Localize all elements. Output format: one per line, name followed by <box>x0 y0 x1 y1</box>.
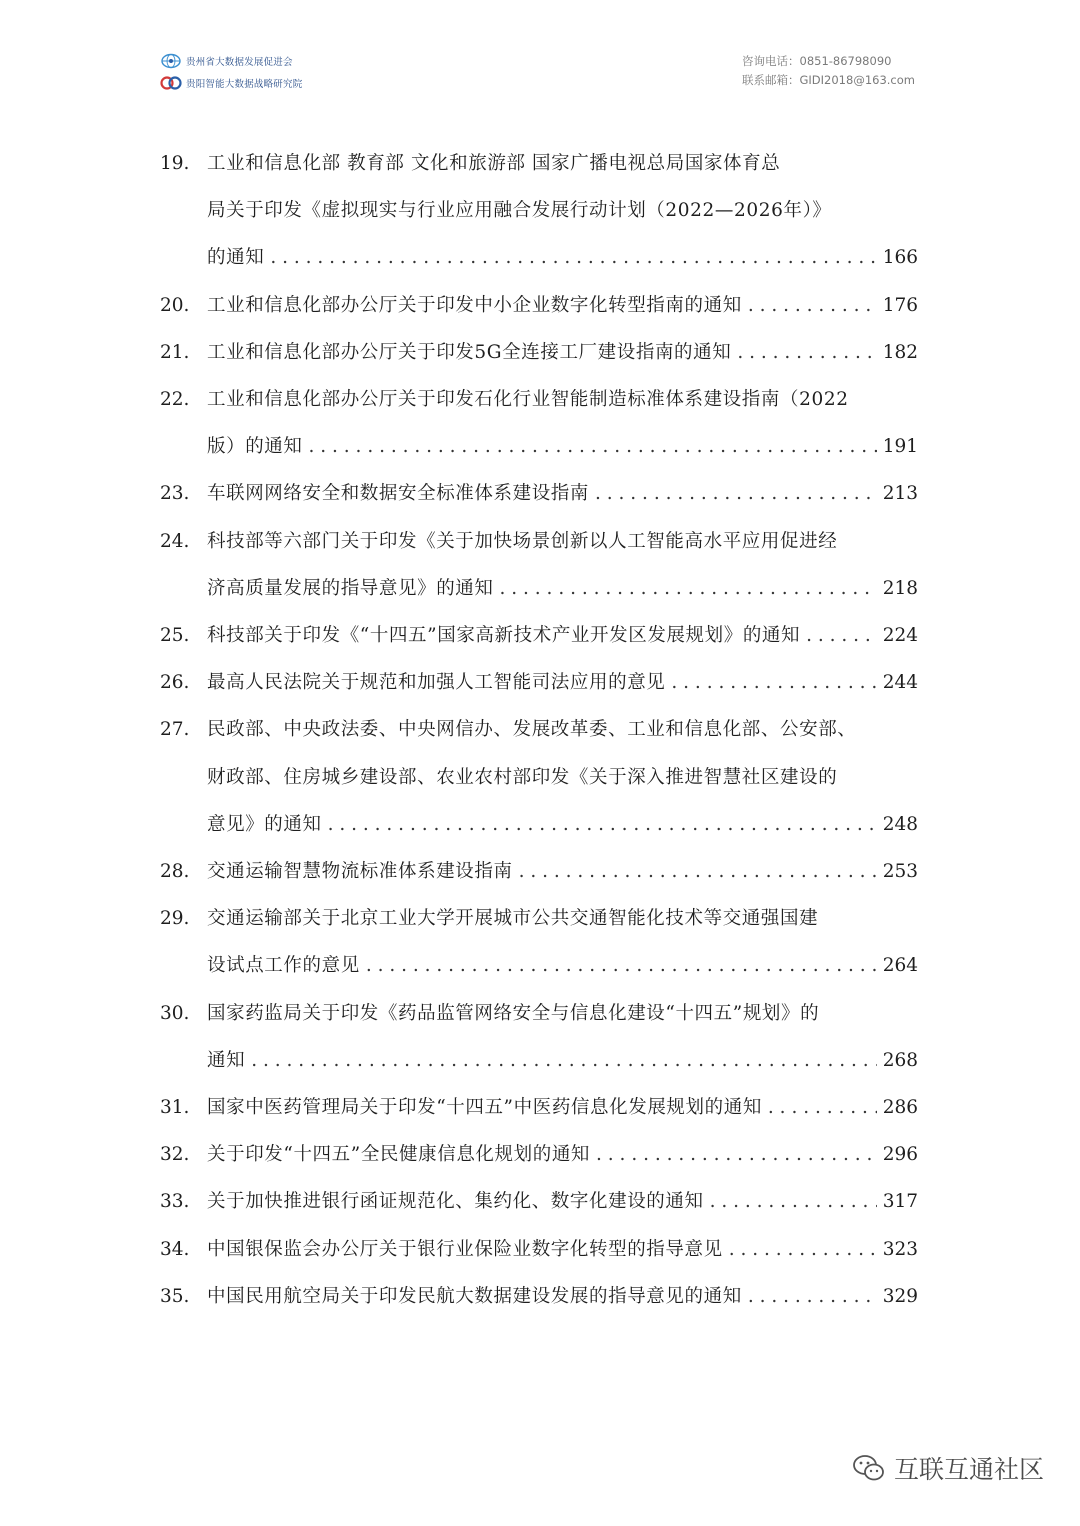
dot-leader <box>595 470 877 517</box>
dot-leader <box>519 848 877 895</box>
dot-leader <box>748 1273 877 1320</box>
toc-entry-page-number: 224 <box>882 625 918 647</box>
toc-entry[interactable] <box>160 990 918 1084</box>
toc-entry-number: 19. <box>160 153 190 174</box>
toc-entry-title: 工业和信息化部办公厅关于印发石化行业智能制造标准体系建设指南（2022 <box>207 389 849 411</box>
toc-entry-page-number: 213 <box>882 483 918 505</box>
logo-line-2: 贵阳智能大数据战略研究院 <box>186 79 303 90</box>
toc-entry-title: 中国民用航空局关于印发民航大数据建设发展的指导意见的通知 <box>207 1285 742 1307</box>
gs-logo-icon <box>160 75 182 91</box>
toc-entry-title: 关于加快推进银行函证规范化、集约化、数字化建设的通知 <box>207 1191 704 1213</box>
toc-entry-number: 29. <box>160 908 190 930</box>
toc-entry-page-number: 296 <box>882 1144 918 1166</box>
table-of-contents <box>160 140 918 1320</box>
dot-leader <box>251 1037 876 1084</box>
toc-entry-page-number: 323 <box>882 1238 918 1260</box>
toc-entry-title: 科技部等六部门关于印发《关于加快场景创新以人工智能高水平应用促进经 <box>207 530 838 552</box>
toc-entry-title: 关于印发“十四五”全民健康信息化规划的通知 <box>207 1144 591 1166</box>
toc-entry-title: 济高质量发展的指导意见》的通知 <box>207 577 494 599</box>
toc-entry-title: 工业和信息化部办公厅关于印发中小企业数字化转型指南的通知 <box>207 294 742 316</box>
toc-entry[interactable] <box>160 518 918 612</box>
toc-entry[interactable] <box>160 470 918 517</box>
toc-entry-title: 工业和信息化部 教育部 文化和旅游部 国家广播电视总局国家体育总 <box>207 153 781 174</box>
toc-entry-number: 20. <box>160 294 190 316</box>
contact-email: 联系邮箱：GIDI2018@163.com <box>742 73 915 87</box>
toc-entry[interactable] <box>160 1273 918 1320</box>
toc-entry-title: 国家中医药管理局关于印发“十四五”中医药信息化发展规划的通知 <box>207 1097 762 1119</box>
toc-entry-number: 26. <box>160 672 190 694</box>
toc-entry-number: 31. <box>160 1097 190 1119</box>
toc-entry-number: 28. <box>160 861 190 883</box>
toc-entry[interactable] <box>160 895 918 989</box>
dot-leader <box>328 801 877 848</box>
watermark-text: 互联互通社区 <box>893 1455 1044 1484</box>
dot-leader <box>309 423 877 470</box>
toc-entry-number: 32. <box>160 1144 190 1166</box>
toc-entry-page-number: 329 <box>882 1285 918 1307</box>
toc-entry[interactable] <box>160 376 918 470</box>
toc-entry-number: 21. <box>160 341 190 363</box>
toc-entry-title: 车联网网络安全和数据安全标准体系建设指南 <box>207 483 590 505</box>
toc-entry-title: 工业和信息化部办公厅关于印发5G全连接工厂建设指南的通知 <box>207 341 732 363</box>
toc-entry-title: 中国银保监会办公厅关于银行业保险业数字化转型的指导意见 <box>207 1238 723 1260</box>
toc-entry[interactable] <box>160 1226 918 1273</box>
toc-entry-title: 国家药监局关于印发《药品监管网络安全与信息化建设“十四五”规划》的 <box>207 1002 820 1024</box>
toc-entry-number: 30. <box>160 1002 190 1024</box>
dot-leader <box>270 234 876 281</box>
contact-phone: 咨询电话：0851-86798090 <box>742 54 892 68</box>
toc-entry-number: 25. <box>160 625 190 647</box>
toc-entry-page-number: 176 <box>882 294 918 316</box>
wechat-icon <box>852 1453 886 1483</box>
toc-entry[interactable] <box>160 706 918 848</box>
dot-leader <box>671 659 876 706</box>
logo-line-1: 贵州省大数据发展促进会 <box>186 57 293 68</box>
toc-entry-page-number: 182 <box>882 341 918 363</box>
contact-info <box>742 52 915 90</box>
toc-entry[interactable] <box>160 612 918 659</box>
toc-entry[interactable] <box>160 282 918 329</box>
page-header <box>0 0 1080 110</box>
toc-entry-number: 33. <box>160 1191 190 1213</box>
toc-entry-title: 设试点工作的意见 <box>207 955 360 977</box>
dot-leader <box>768 1084 877 1131</box>
toc-entry-page-number: 268 <box>882 1049 918 1071</box>
toc-entry-title: 科技部关于印发《“十四五”国家高新技术产业开发区发展规划》的通知 <box>207 625 801 647</box>
toc-entry-page-number: 286 <box>882 1097 918 1119</box>
toc-entry-page-number: 191 <box>882 436 918 458</box>
toc-entry-page-number: 248 <box>882 813 918 835</box>
toc-entry-title: 局关于印发《虚拟现实与行业应用融合发展行动计划（2022—2026年）》 <box>207 200 832 222</box>
toc-entry-page-number: 218 <box>882 577 918 599</box>
organization-logo <box>160 52 340 96</box>
toc-entry-page-number: 264 <box>882 955 918 977</box>
toc-entry-title: 的通知 <box>207 247 265 269</box>
toc-entry-title: 交通运输部关于北京工业大学开展城市公共交通智能化技术等交通强国建 <box>207 908 819 930</box>
toc-entry[interactable] <box>160 659 918 706</box>
toc-entry-number: 34. <box>160 1238 190 1260</box>
toc-entry-title: 意见》的通知 <box>207 813 322 835</box>
toc-entry-number: 35. <box>160 1285 190 1307</box>
dot-leader <box>729 1226 877 1273</box>
toc-entry-title: 最高人民法院关于规范和加强人工智能司法应用的意见 <box>207 672 666 694</box>
dot-leader <box>366 942 877 989</box>
toc-entry-title: 交通运输智慧物流标准体系建设指南 <box>207 861 513 883</box>
toc-entry[interactable] <box>160 140 918 282</box>
toc-entry[interactable] <box>160 1178 918 1225</box>
dot-leader <box>748 282 877 329</box>
dot-leader <box>806 612 877 659</box>
toc-entry-page-number: 253 <box>882 861 918 883</box>
toc-entry-number: 22. <box>160 389 190 411</box>
watermark <box>852 1450 1044 1486</box>
globe-logo-icon <box>160 53 182 69</box>
toc-entry-number: 24. <box>160 530 190 552</box>
toc-entry-title: 版）的通知 <box>207 436 303 458</box>
toc-entry[interactable] <box>160 848 918 895</box>
toc-entry[interactable] <box>160 1131 918 1178</box>
toc-entry-number: 23. <box>160 483 190 505</box>
toc-entry-title: 民政部、中央政法委、中央网信办、发展改革委、工业和信息化部、公安部、 <box>207 719 857 741</box>
toc-entry-number: 27. <box>160 719 190 741</box>
dot-leader <box>500 565 877 612</box>
toc-entry-page-number: 244 <box>882 672 918 694</box>
dot-leader <box>596 1131 877 1178</box>
dot-leader <box>710 1178 877 1225</box>
toc-entry-title: 通知 <box>207 1049 246 1071</box>
toc-entry-page-number: 317 <box>882 1191 918 1213</box>
toc-entry[interactable] <box>160 1084 918 1131</box>
toc-entry[interactable] <box>160 329 918 376</box>
toc-entry-page-number: 166 <box>882 247 918 269</box>
dot-leader <box>737 329 876 376</box>
toc-entry-title: 财政部、住房城乡建设部、农业农村部印发《关于深入推进智慧社区建设的 <box>207 766 838 788</box>
